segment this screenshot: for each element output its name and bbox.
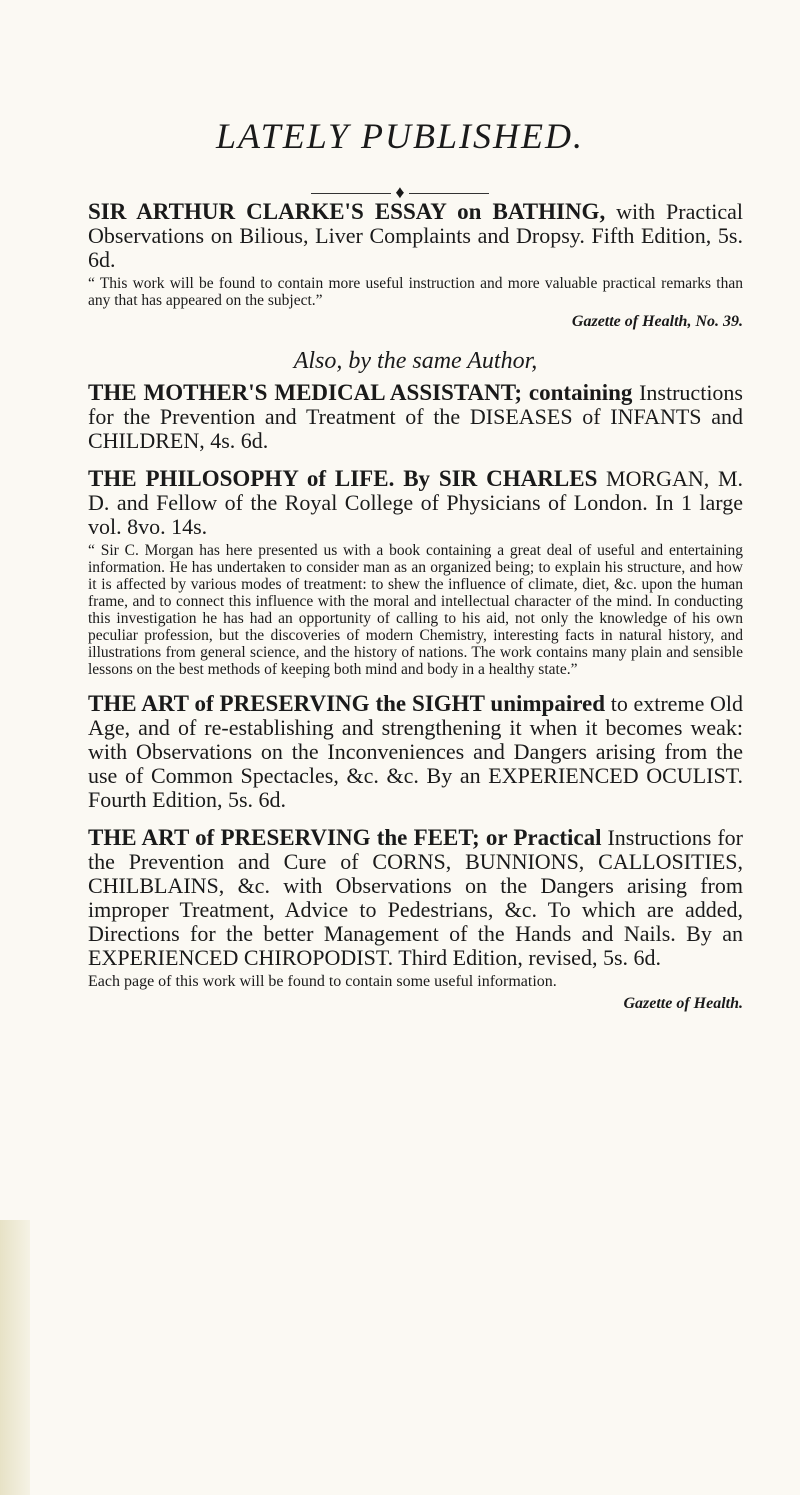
- entry-title: THE ART of PRESERVING the SIGHT unimpaired: [88, 691, 606, 716]
- book-entry-bathing: [88, 200, 743, 334]
- listing: [88, 200, 743, 1030]
- book-entry-mothers-assistant: [88, 381, 743, 453]
- entry-title: THE PHILOSOPHY of LIFE. By SIR CHARLES: [88, 466, 598, 491]
- entry-description: with Practical Observations on Bilious, Liver Complaints and Dropsy. Fifth Edition, 5s. 6d.: [88, 199, 743, 272]
- review-quote: “ Sir C. Morgan has here presented us with a book containing a great deal of useful and entertaining information. He has undertaken to consider man as an organized being; to explain his structure, and how it is affected by various modes of treatment: to shew the influence of climate, diet, &c. upon the human frame, and to connect this influence with the moral and intellectual character of the mind. In conducting this investigation he has had an opportunity of calling to his aid, not only the knowledge of his own peculiar profession, but the discoveries of modern Chemistry, interesting facts in natural history, and illustrations from general science, and the history of nations. The work contains many plain and sensible lessons on the best methods of keeping both mind and body in a healthy state.”: [88, 542, 743, 678]
- entry-title: SIR ARTHUR CLARKE'S ESSAY on BATHING,: [88, 199, 606, 224]
- entry-description: Instructions for the Prevention and Treatment of the DISEASES of INFANTS and CHILDREN, 4s. 6d.: [88, 380, 743, 453]
- page-edge-shadow: [0, 1220, 30, 1495]
- review-quote: Each page of this work will be found to contain some useful information.: [88, 973, 557, 990]
- entry-description: Instructions for the Prevention and Cure of CORNS, BUNNIONS, CALLOSITIES, CHILBLAINS, &c. with Observations on the Dangers arising from improper Treatment, Advice to Pedestrians, &c. To which are added, Directions for the better Management of the Hands and Nails. By an EXPERIENCED CHIROPODIST. Third Edition, revised, 5s. 6d.: [88, 825, 743, 970]
- review-quote: “ This work will be found to contain more useful instruction and more valuable practical remarks than any that has appeared on the subject.”: [88, 275, 743, 309]
- entry-title: THE ART of PRESERVING the FEET; or Practical: [88, 825, 602, 850]
- book-entry-philosophy-of-life: [88, 467, 743, 678]
- book-entry-preserving-feet: [88, 826, 743, 1016]
- page-heading: LATELY PUBLISHED.: [216, 116, 584, 156]
- diamond-icon: ♦: [395, 182, 405, 202]
- review-citation: Gazette of Health, No. 39.: [571, 313, 743, 330]
- entry-title: THE MOTHER'S MEDICAL ASSISTANT; containing: [88, 380, 633, 405]
- book-entry-preserving-sight: [88, 692, 743, 812]
- entry-description: MORGAN, M. D. and Fellow of the Royal College of Physicians of London. In 1 large vol. 8vo. 14s.: [88, 466, 743, 539]
- entry-description: to extreme Old Age, and of re-establishing and strengthening it when it becomes weak: with Observations on the Inconveniences and Dangers arising from the use of Common Spectacles, &c. &c. By an EXPERIENCED OCULIST. Fourth Edition, 5s. 6d.: [88, 691, 743, 812]
- review-citation: Gazette of Health.: [623, 995, 743, 1012]
- also-by-author: Also, by the same Author,: [293, 348, 538, 374]
